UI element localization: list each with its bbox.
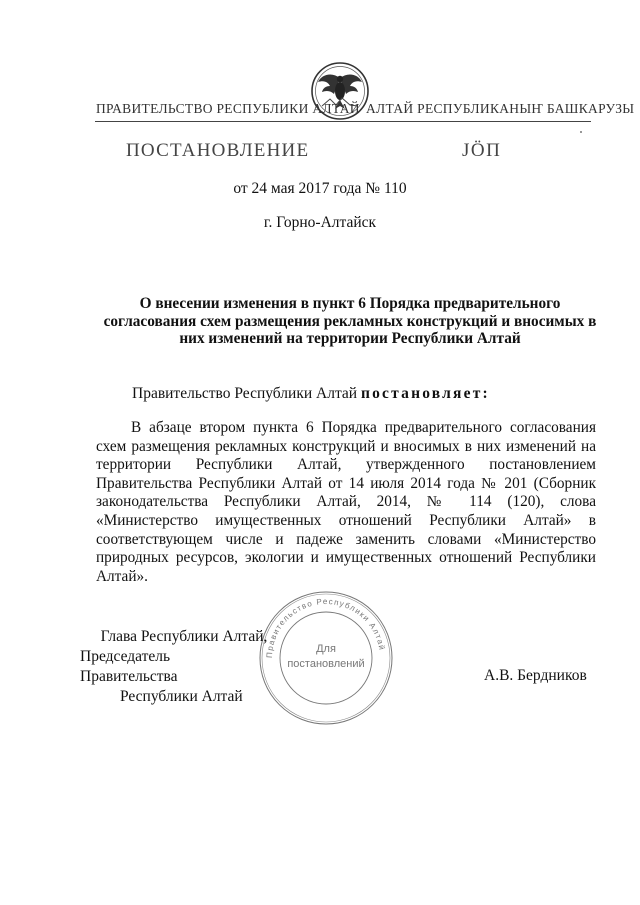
document-title: О внесении изменения в пункт 6 Порядка предварительного согласования схем размещения рекламных конструкций и вносимых в них изменений на территории Республики Алтай bbox=[103, 295, 597, 347]
signatory-name: А.В. Бердников bbox=[484, 667, 587, 684]
preamble-subject: Правительство Республики Алтай bbox=[132, 385, 358, 402]
seal-inner-line1: Для bbox=[316, 643, 336, 655]
decree-type-ru: ПОСТАНОВЛЕНИЕ bbox=[126, 140, 310, 161]
decree-city: г. Горно-Алтайск bbox=[263, 214, 377, 231]
scan-dot bbox=[580, 131, 582, 133]
preamble-verb: постановляет: bbox=[360, 385, 490, 402]
preamble bbox=[132, 385, 490, 403]
gov-name-ru: ПРАВИТЕЛЬСТВО РЕСПУБЛИКИ АЛТАЙ bbox=[96, 101, 360, 116]
official-seal-stamp bbox=[256, 588, 396, 728]
header-divider bbox=[95, 121, 591, 122]
signatory-position bbox=[80, 627, 270, 707]
body-paragraph: В абзаце втором пункта 6 Порядка предварительного согласования схем размещения рекламных конструкций и вносимых в них изменений на территории Республики Алтай, утвержденного постановлением Правительства Республики Алтай от 14 июля 2014 года № 201 (Сборник законодательства Республики Алтай, 2014, № 114 (120), слова «Министерство имущественных отношений Республики Алтай» в соответствующем числе и падеже заменить словами «Министерство природных ресурсов, экологии и имущественных отношений Республики Алтай». bbox=[96, 419, 596, 585]
seal-inner-line2: постановлений bbox=[287, 658, 365, 670]
position-line-3: Республики Алтай bbox=[120, 688, 243, 705]
gov-name-alt: АЛТАЙ РЕСПУБЛИКАНЫҤ БАШКАРУЗЫ bbox=[366, 101, 635, 116]
seal-ring-text: Правительство Республики Алтай bbox=[264, 596, 387, 659]
position-line-1: Глава Республики Алтай, bbox=[100, 628, 268, 645]
decree-date: от 24 мая 2017 года № 110 bbox=[233, 180, 407, 197]
decree-type-alt: ЈӦП bbox=[462, 140, 502, 161]
position-line-2: Председатель Правительства bbox=[80, 648, 178, 685]
